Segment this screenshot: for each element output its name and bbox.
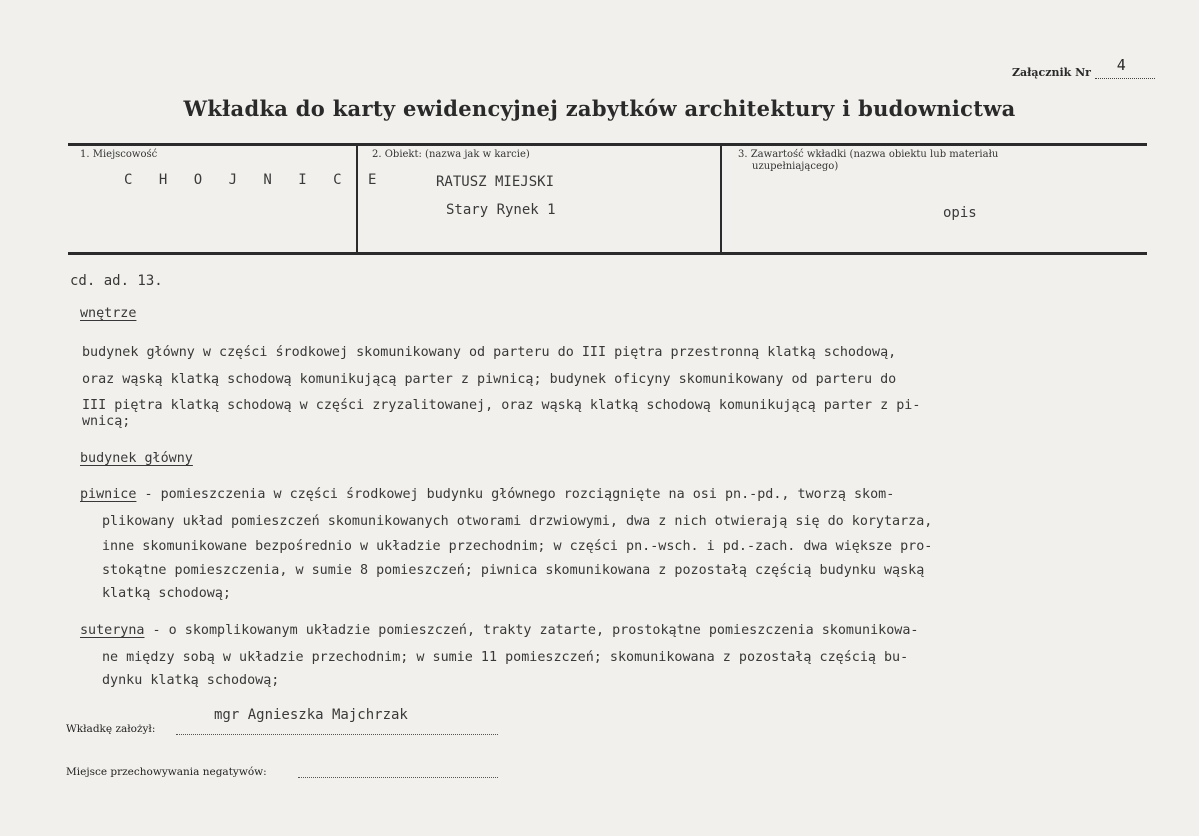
basement-line: stokątne pomieszczenia, w sumie 8 pomieszczeń; piwnica skomunikowana z pozostałą częścią budynku wąską [102,563,925,578]
annex-dotted-line [1095,56,1155,79]
object-address: Stary Rynek 1 [446,202,556,218]
souterrain-line-first [80,623,918,638]
negatives-label: Miejsce przechowywania negatywów: [66,766,267,778]
basement-term: piwnice [80,487,137,502]
basement-line-first [80,487,894,502]
basement-line: plikowany układ pomieszczeń skomunikowanych otworami drzwiowymi, dwa z nich otwierają się do korytarza, [102,514,933,529]
interior-line: wnicą; [82,414,131,429]
annex-number-value: 4 [1116,56,1126,74]
souterrain-term: suteryna [80,623,145,638]
table-bottom-rule [68,252,1147,255]
basement-line: inne skomunikowane bezpośrednio w układzie przechodnim; w części pn.-wsch. i pd.-zach. dwa większe pro- [102,539,933,554]
place-value: C H O J N I C E [124,172,386,188]
souterrain-line: ne między sobą w układzie przechodnim; w sumie 11 pomieszczeń; skomunikowana z pozostałą częścią bu- [102,650,909,665]
author-signature: mgr Agnieszka Majchrzak [214,707,408,723]
basement-line: klatką schodową; [102,586,231,601]
table-divider-1 [356,145,358,253]
annex-number [1012,56,1155,79]
annex-label: Załącznik Nr [1012,66,1091,79]
basement-text: - pomieszczenia w części środkowej budynku głównego rozciągnięte na osi pn.-pd., tworzą skom- [136,487,895,502]
table-divider-2 [720,145,722,253]
object-label: 2. Obiekt: (nazwa jak w karcie) [372,149,530,160]
author-dotted-line [176,734,498,735]
continuation-note: cd. ad. 13. [70,273,163,289]
interior-line: oraz wąską klatką schodową komunikującą parter z piwnicą; budynek oficyny skomunikowany od parteru do [82,372,897,387]
souterrain-line: dynku klatką schodową; [102,673,280,688]
souterrain-text: - o skomplikowanym układzie pomieszczeń, trakty zatarte, prostokątne pomieszczenia skomunikowa- [144,623,919,638]
content-label-line-2: uzupełniającego) [752,161,839,172]
content-value: opis [943,205,977,221]
content-label-line-1: 3. Zawartość wkładki (nazwa obiektu lub materiału [738,149,999,160]
interior-line: budynek główny w części środkowej skomunikowany od parteru do III piętra przestronną klatką schodową, [82,345,897,360]
negatives-dotted-line [298,777,498,778]
place-label: 1. Miejscowość [80,149,158,160]
interior-line: III piętra klatką schodową w części zryzalitowanej, oraz wąską klatką schodową komunikującą parter z pi- [82,398,921,413]
table-top-rule [68,143,1147,146]
interior-heading: wnętrze [80,306,137,321]
object-name: RATUSZ MIEJSKI [436,174,555,190]
author-label: Wkładkę założył: [66,723,156,735]
form-title: Wkładka do karty ewidencyjnej zabytków architektury i budownictwa [183,96,1016,121]
content-label [738,149,998,173]
main-building-heading: budynek główny [80,451,193,466]
